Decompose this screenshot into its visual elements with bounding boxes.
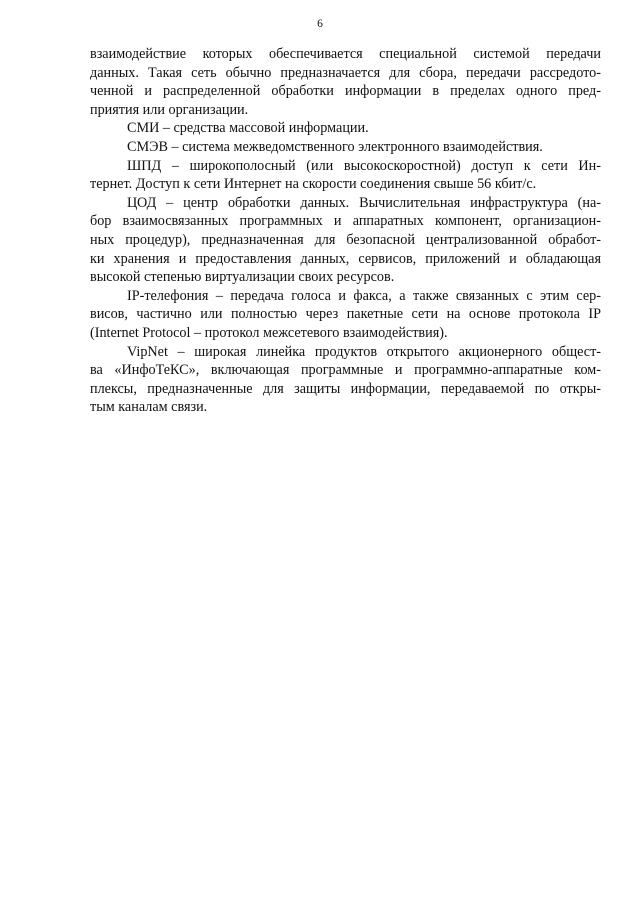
text-line: ных процедур), предназначенная для безопасной централизованной обработ- (90, 231, 601, 248)
definition-vipnet (90, 343, 601, 417)
definition-smi (90, 119, 601, 138)
paragraph-continuation (90, 45, 601, 119)
text-line: (Internet Protocol – протокол межсетевого взаимодействия). (90, 324, 448, 341)
text-line: ШПД – широкополосный (или высокоскоростной) доступ к сети Ин- (127, 157, 601, 174)
text-line: плексы, предназначенные для защиты информации, передаваемой по откры- (90, 380, 601, 397)
definition-tsod (90, 194, 601, 287)
text-line: взаимодействие которых обеспечивается специальной системой передачи (90, 46, 601, 62)
text-line: СМЭВ – система межведомственного электронного взаимодействия. (127, 138, 543, 155)
definition-ip-telephony (90, 287, 601, 343)
text-line: тым каналам связи. (90, 399, 208, 416)
text-line: бор взаимосвязанных программных и аппаратных компонент, организацион- (90, 213, 601, 230)
text-line: ЦОД – центр обработки данных. Вычислительная инфраструктура (на- (127, 194, 601, 211)
text-line: IP-телефония – передача голоса и факса, а также связанных с этим сер- (127, 287, 601, 304)
text-line: VipNet – широкая линейка продуктов открытого акционерного общест- (127, 343, 601, 360)
page-number: 6 (317, 18, 323, 30)
text-line: ченной и распределенной обработки информации в пределах одного пред- (90, 83, 601, 100)
text-line: висов, частично или полностью через пакетные сети на основе протокола IP (90, 306, 601, 323)
definition-smev (90, 138, 601, 157)
text-line: СМИ – средства массовой информации. (127, 120, 369, 137)
text-line: приятия или организации. (90, 101, 249, 118)
text-line: данных. Такая сеть обычно предназначается для сбора, передачи рассредото- (90, 64, 601, 81)
text-line: ва «ИнфоТеКС», включающая программные и программно-аппаратные ком- (90, 362, 601, 379)
text-line: высокой степенью виртуализации своих ресурсов. (90, 269, 395, 286)
document-body (90, 45, 601, 417)
text-line: тернет. Доступ к сети Интернет на скорости соединения свыше 56 кбит/с. (90, 176, 537, 193)
definition-shpd (90, 157, 601, 194)
text-line: ки хранения и предоставления данных, сервисов, приложений и обладающая (90, 250, 601, 267)
